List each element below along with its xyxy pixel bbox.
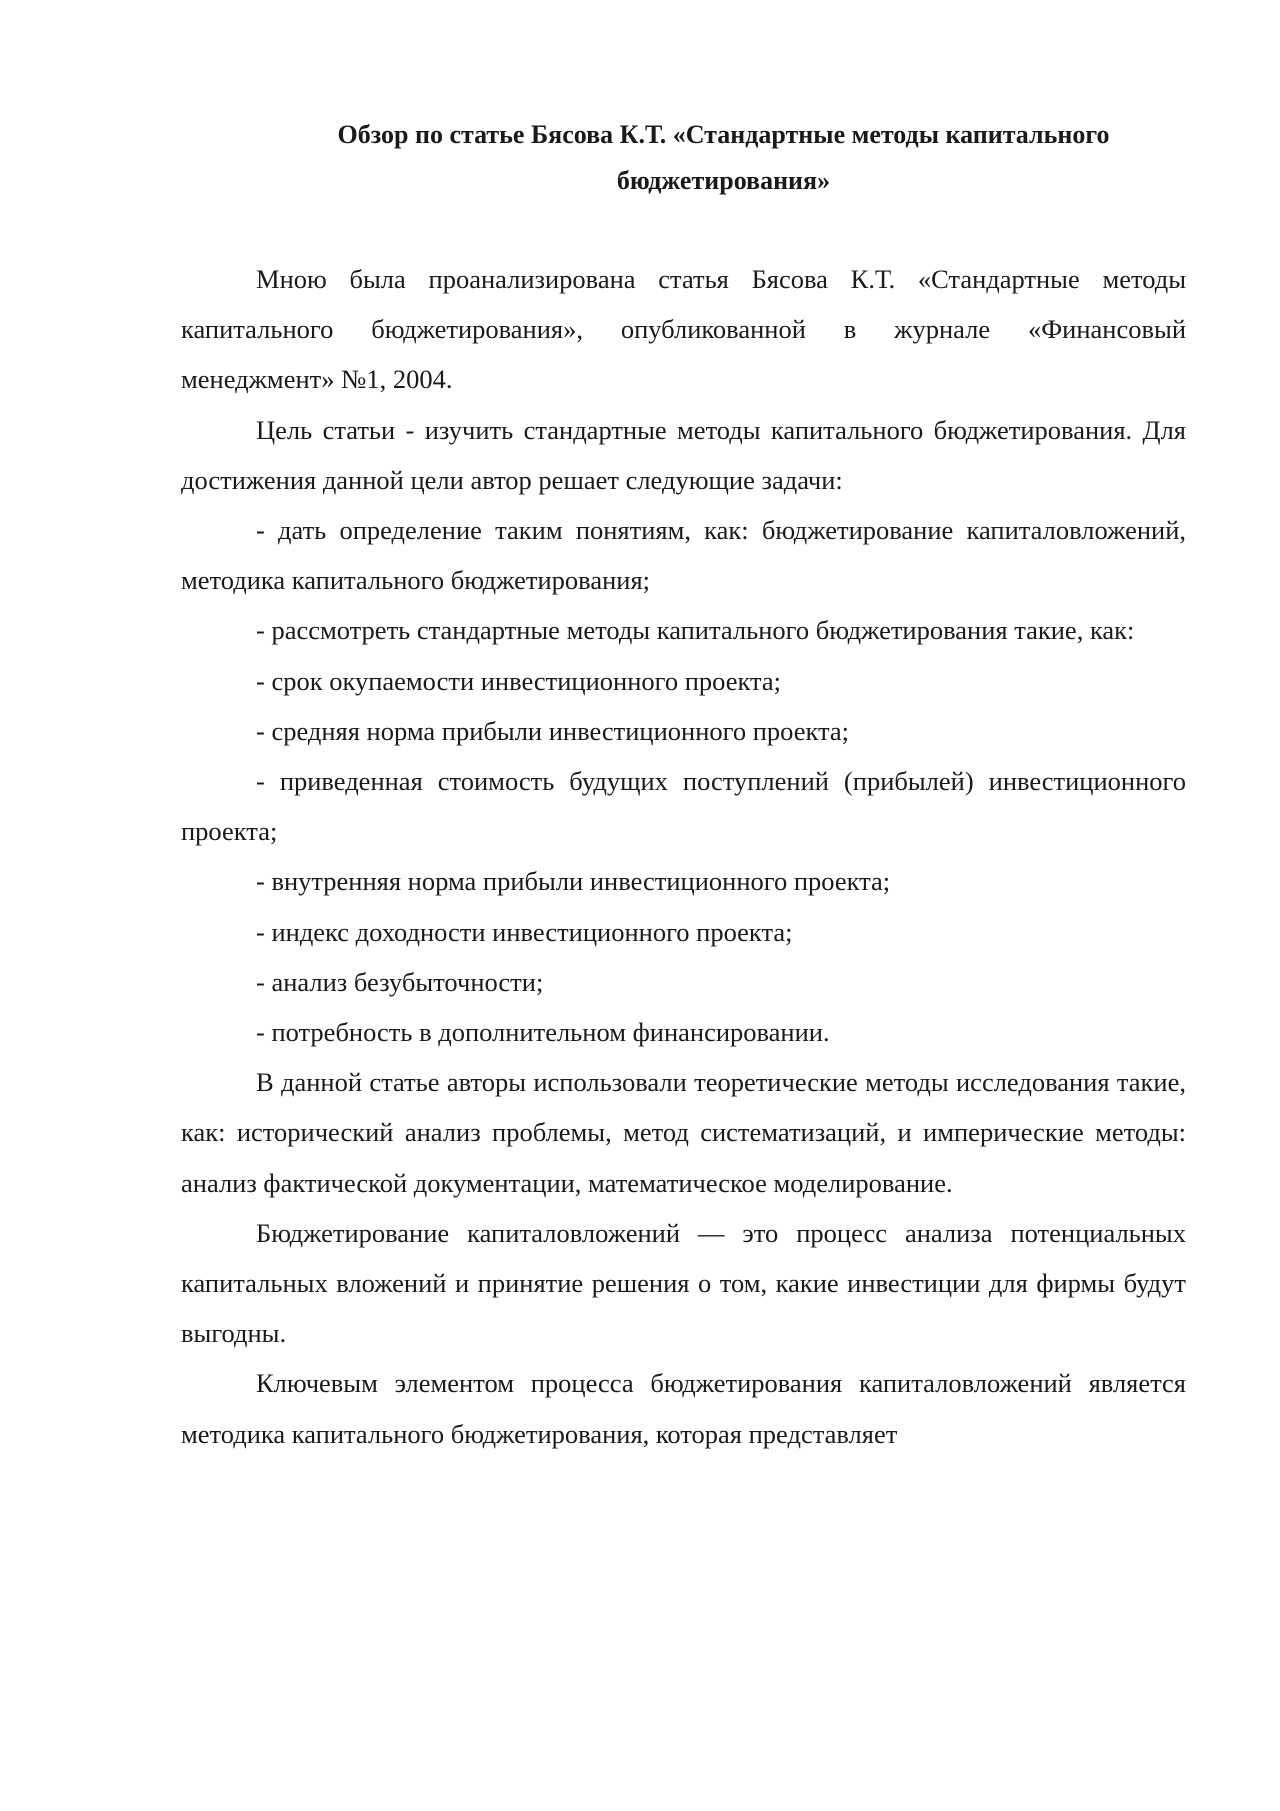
document-body xyxy=(181,254,1186,1459)
paragraph-research-methods: В данной статье авторы использовали теоретические методы исследования такие, как: исторический анализ проблемы, метод систематизаций, и имперические методы: анализ фактической документации, математическое моделирование. xyxy=(181,1067,1186,1198)
paragraph-goal: Цель статьи - изучить стандартные методы капитального бюджетирования. Для достижения данной цели автор решает следующие задачи: xyxy=(181,414,1186,495)
method-item: - анализ безубыточности; xyxy=(256,966,544,997)
document-title xyxy=(261,112,1186,204)
title-line-1: Обзор по статье Бясова К.Т. «Стандартные методы капитального xyxy=(337,120,1110,149)
method-item: - срок окупаемости инвестиционного проекта; xyxy=(256,665,782,696)
task-item: - рассмотреть стандартные методы капитального бюджетирования такие, как: xyxy=(256,615,1135,646)
task-item: - дать определение таким понятиям, как: бюджетирование капиталовложений, методика капитального бюджетирования; xyxy=(181,515,1186,596)
method-item: - приведенная стоимость будущих поступлений (прибылей) инвестиционного проекта; xyxy=(181,766,1186,847)
title-line-2: бюджетирования» xyxy=(616,166,831,195)
paragraph-definition: Бюджетирование капиталовложений — это процесс анализа потенциальных капитальных вложений и принятие решения о том, какие инвестиции для фирмы будут выгодны. xyxy=(181,1217,1186,1349)
document-page xyxy=(181,112,1186,1459)
paragraph-key-element: Ключевым элементом процесса бюджетирования капиталовложений является методика капитального бюджетирования, которая представляет xyxy=(181,1368,1186,1449)
method-item: - потребность в дополнительном финансировании. xyxy=(256,1017,830,1048)
method-item: - внутренняя норма прибыли инвестиционного проекта; xyxy=(256,866,891,897)
paragraph-intro: Мною была проанализирована статья Бясова К.Т. «Стандартные методы капитального бюджетирования», опубликованной в журнале «Финансовый менеджмент» №1, 2004. xyxy=(181,264,1186,395)
method-item: - средняя норма прибыли инвестиционного проекта; xyxy=(256,715,850,746)
method-item: - индекс доходности инвестиционного проекта; xyxy=(256,916,793,947)
